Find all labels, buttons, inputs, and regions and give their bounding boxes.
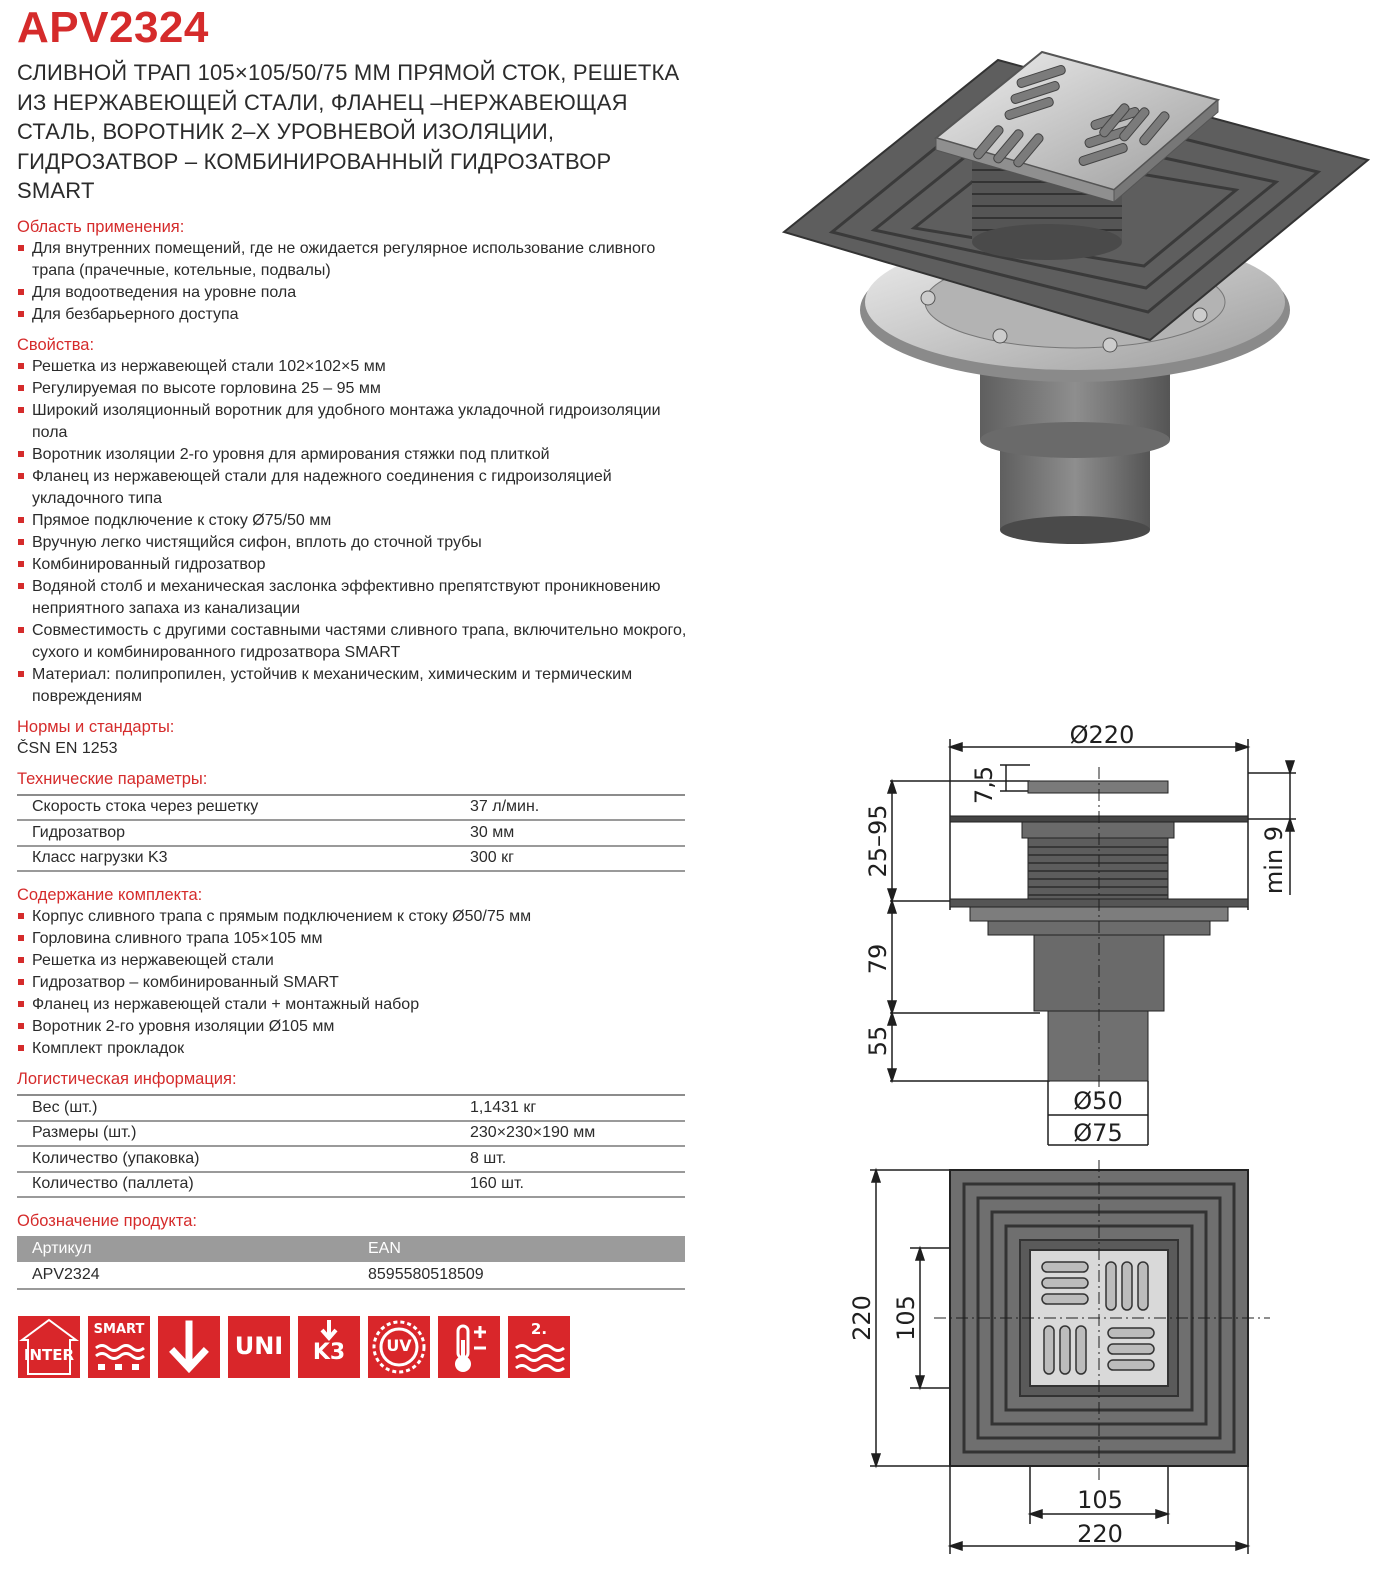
list-item: Прямое подключение к стоку Ø75/50 мм [17,510,689,532]
list-item: Гидрозатвор – комбинированный SMART [17,972,689,994]
cell-label: Вес (шт.) [17,1095,470,1121]
cell-value: 30 мм [470,820,685,846]
table-row [17,820,685,846]
product-code: APV2324 [17,3,209,52]
dim-220-left: 220 [848,1295,876,1341]
uv-label: UV [386,1336,412,1355]
cell-label: Гидрозатвор [17,820,470,846]
cell-label: Скорость стока через решетку [17,795,470,821]
inter-icon [18,1316,80,1378]
logistics-heading: Логистическая информация: [17,1070,237,1088]
technical-heading: Технические параметры: [17,769,208,788]
table-row [17,1095,685,1121]
ean-value: 8595580518509 [353,1262,685,1289]
standards-heading: Нормы и стандарты: [17,717,175,736]
kit-list [17,906,689,1060]
list-item: Воротник 2-го уровня изоляции Ø105 мм [17,1016,689,1038]
side-view-drawing [850,715,1310,1155]
list-item: Фланец из нержавеющей стали для надежного соединения с гидроизоляцией укладочного типа [17,466,689,510]
cell-value: 37 л/мин. [470,795,685,821]
inter-label: INTER [23,1346,75,1364]
list-item: Для внутренних помещений, где не ожидается регулярное использование сливного трапа (прачечные, котельные, подвалы) [17,238,689,282]
cell-value: 1,1431 кг [470,1095,685,1121]
level-2-icon [508,1316,570,1378]
cell-label: Количество (упаковка) [17,1146,470,1172]
list-item: Для безбарьерного доступа [17,304,689,326]
vertical-outlet-icon [158,1316,220,1378]
table-row [17,1121,685,1147]
designation-heading: Обозначение продукта: [17,1212,197,1230]
list-item: Материал: полипропилен, устойчив к механическим, химическим и термическим повреждениям [17,664,689,708]
dim-79: 79 [864,943,892,975]
cell-value: 160 шт. [470,1172,685,1198]
dim-105-bottom: 105 [1077,1486,1123,1514]
dim-d50: Ø50 [1073,1087,1123,1115]
uni-label: UNI [234,1332,284,1360]
article-value: APV2324 [17,1262,353,1289]
dim-25-95: 25–95 [864,804,892,878]
technical-table [17,794,685,873]
dim-220-bottom: 220 [1077,1520,1123,1548]
list-item: Совместимость с другими составными частями сливного трапа, включительно мокрого, сухого и комбинированного гидрозатвора SMART [17,620,689,664]
list-item: Регулируемая по высоте горловина 25 – 95 мм [17,378,689,400]
list-item: Решетка из нержавеющей стали 102×102×5 мм [17,356,689,378]
list-item: Водяной столб и механическая заслонка эффективно препятствуют проникновению неприятного запаха из канализации [17,576,689,620]
logistics-table [17,1094,685,1198]
product-subtitle: СЛИВНОЙ ТРАП 105×105/50/75 ММ ПРЯМОЙ СТОК, РЕШЕТКА ИЗ НЕРЖАВЕЮЩЕЙ СТАЛИ, ФЛАНЕЦ –НЕРЖАВЕЮЩАЯ СТАЛЬ, ВОРОТНИК 2–Х УРОВНЕВОЙ ИЗОЛЯЦИИ, ГИДРОЗАТВОР – КОМБИНИРОВАННЫЙ ГИДРОЗАТВОР SMART [17,60,680,203]
kit-heading: Содержание комплекта: [17,886,203,904]
dim-d75: Ø75 [1073,1119,1123,1147]
uni-icon [228,1316,290,1378]
designation-table [17,1236,685,1290]
list-item: Решетка из нержавеющей стали [17,950,689,972]
table-row [17,846,685,872]
table-row [17,795,685,821]
k3-label: K3 [312,1340,346,1365]
list-item: Корпус сливного трапа с прямым подключением к стоку Ø50/75 мм [17,906,689,928]
list-item: Широкий изоляционный воротник для удобного монтажа укладочной гидроизоляции пола [17,400,689,444]
list-item: Комбинированный гидрозатвор [17,554,689,576]
dim-7-5: 7,5 [970,765,998,805]
table-header-row [17,1236,685,1262]
list-item: Вручную легко чистящийся сифон, вплоть до сточной трубы [17,532,689,554]
cell-value: 230×230×190 мм [470,1121,685,1147]
list-item: Фланец из нержавеющей стали + монтажный набор [17,994,689,1016]
cell-label: Класс нагрузки K3 [17,846,470,872]
properties-heading: Свойства: [17,335,95,354]
list-item: Комплект прокладок [17,1038,689,1060]
product-render [770,40,1380,560]
list-item: Для водоотведения на уровне пола [17,282,689,304]
smart-icon [88,1316,150,1378]
feature-icons [18,1316,570,1378]
list-item: Воротник изоляции 2-го уровня для армирования стяжки под плиткой [17,444,689,466]
spec-column [17,0,689,1290]
table-row [17,1172,685,1198]
thermometer-icon [438,1316,500,1378]
dim-105-left: 105 [892,1295,920,1341]
table-row [17,1262,685,1289]
smart-label: SMART [93,1322,145,1337]
k3-icon [298,1316,360,1378]
application-list [17,238,689,326]
application-heading: Область применения: [17,217,185,236]
dim-min9: min 9 [1260,825,1288,895]
level-label: 2. [530,1320,548,1338]
cell-value: 8 шт. [470,1146,685,1172]
list-item: Горловина сливного трапа 105×105 мм [17,928,689,950]
cell-value: 300 кг [470,846,685,872]
dim-d220: Ø220 [1069,721,1135,749]
cell-label: Размеры (шт.) [17,1121,470,1147]
uv-icon [368,1316,430,1378]
cell-label: Количество (паллета) [17,1172,470,1198]
col-article: Артикул [17,1236,353,1262]
top-view-drawing [840,1160,1310,1570]
dim-55: 55 [864,1025,892,1057]
table-row [17,1146,685,1172]
properties-list [17,356,689,708]
standards-value: ČSN EN 1253 [17,739,118,757]
col-ean: EAN [353,1236,685,1262]
